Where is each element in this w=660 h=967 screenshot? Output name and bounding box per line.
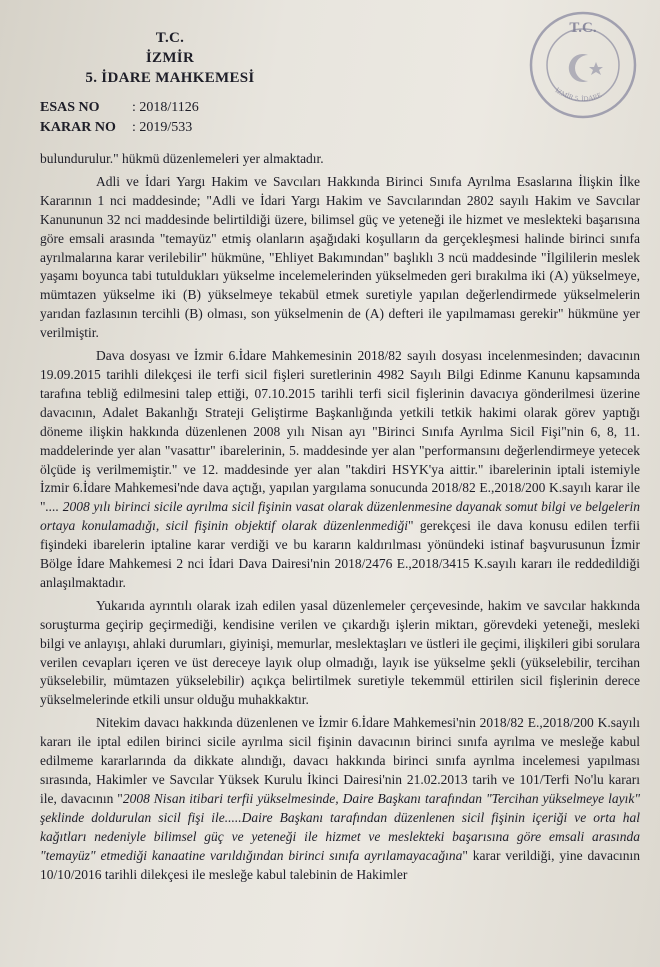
decision-body [40, 150, 640, 888]
karar-row [40, 118, 199, 138]
paragraph: Adli ve İdari Yargı Hakim ve Savcıları Hakkında Birinci Sınıfa Ayrılma Esaslarına İlişkin İlke Kararının 1 nci maddesinde; "Adli ve İdari Yargı Hakim ve Savcılarından 2802 sayılı Hakim ve Savcılar Kanununun 32 nci maddesinde belirtildiği üzere, bilimsel güç ve yeteneği ile hizmet ve meslekteki başarısına göre emsali arasında "temayüz" etmiş olanların aşağıdaki koşulların da gerçekleşmesi halinde birinci sınıfa ayrılmalarına karar verilebilir" hükmüne, "Ehliyet Bakımından" başlıklı 3 ncü maddesinde "İlgililerin meslek yaşamı boyunca tabi tutuldukları yükselme incelemelerinden yükselmeden geri bırakılma iki (A) yükselmeye, mümtazen yükselme iki (B) yükselmeye tekabül etmek suretiyle yapılan değerlendirmede yükselmelerin yarıdan fazlasının tercihli (B) olması, son yükselmenin de (A) defteri ile yapılmaması gerekir" hükmüne yer verilmiştir. [40, 173, 640, 341]
quoted-italic-text: .... 2008 yılı birinci sicile ayrılma sicil fişinin vasat olarak düzenlenmesine dayanak somut bilgi ve belgelerin ortaya konulamadığı, sicil fişinin objektif olarak düzenlenmediği [40, 499, 640, 534]
paragraph [40, 347, 640, 593]
paragraph-text: " gerekçesi ile dava konusu edilen terfii fişindeki ibarelerin iptaline karar verdiği ve bu kararın kaldırılması yönündeki istinaf başvurusunun İzmir Bölge İdare Mahkemesi 2 nci İdari Dava Dairesi'nin 2018/2476 E.,2018/3415 K.sayılı kararı ile reddedildiği anlaşılmaktadır. [40, 518, 640, 590]
header-city: İZMİR [145, 50, 195, 66]
paragraph-text: Nitekim davacı hakkında düzenlenen ve İzmir 6.İdare Mahkemesi'nin 2018/82 E.,2018/200 K.sayılı kararı ile iptal edilen birinci sicile ayrılma sicil fişinin davacının birinci sınıfa ayrılma ve mesleğe kabul edilmeme kararlarında da dikkate alındığı, davacı hakkında birinci sınıfa ayrılma incelemesi yapılması sırasında, Hakimler ve Savcılar Yüksek Kurulu İkinci Dairesi'nin 21.02.2013 tarih ve 101/Terfi No'lu kararı ile, davacının " [40, 715, 640, 806]
header-tc: T.C. [155, 30, 185, 46]
svg-text:T.C.: T.C. [569, 20, 597, 36]
paragraph-text: " karar verildiği, yine davacının 10/10/2016 tarihli dilekçesi ile mesleğe kabul talebinin de Hakimler [40, 847, 641, 882]
esas-row [40, 98, 199, 118]
paragraph [40, 714, 640, 884]
karar-label: KARAR NO [40, 120, 116, 135]
paragraph-text: Dava dosyası ve İzmir 6.İdare Mahkemesinin 2018/82 sayılı dosyası incelenmesinden; davacının 19.09.2015 tarihli dilekçesi ile terfi sicil fişleri suretlerinin 4982 Sayılı Bilgi Edinme Kanunu kapsamında tarafına tebliğ edilmesini talep ettiği, 07.10.2015 tarihli terfi sicil fişlerinin davacıya gönderilmesi üzerine davacının, Adalet Bakanlığı Strateji Geliştirme Başkanlığında yetkili tetkik hakimi olarak görev yaptığı döneme ilişkin hakkında düzenlenen 2008 yılı Nisan ayı "Birinci Sınıfa Ayrılma Sicil Fişi"nin 6, 8, 11. maddelerinde yer alan "vasattır" ibarelerinin, 5. maddesinde yer alan "performansını değerlendirmeye yetecek ölçüde iş verilmemiştir." ve 12. maddesinde yer alan "takdiri HSYK'ya aittir." ibarelerinin iptali istemiyle İzmir 6.İdare Mahkemesi'nde dava açtığı, yapılan yargılama sonucunda 2018/82 E.,2018/200 K.sayılı karar ile " [40, 348, 640, 515]
quoted-italic-text: 2008 Nisan itibari terfii yükselmesinde, Daire Başkanı tarafından "Tercihan yükselmeye layık" şeklinde doldurulan sicil fişi ile.....Daire Başkanı tarafından düzenlenen sicil fişinin içeriği ve orta hal kağıtları nedeniyle bilimsel güç ve yeteneği ile hizmet ve meslekteki başarısına göre emsali arasında "temayüz" etmediği kanaatine varıldığından birinci sınıfa ayrılamayacağına [40, 790, 641, 863]
court-seal-stamp [528, 10, 638, 120]
paragraph: Yukarıda ayrıntılı olarak izah edilen yasal düzenlemeler çerçevesinde, hakim ve savcılar hakkında soruşturma geçirip geçirmediği, kendisine verilen ve çıkardığı işlerin miktarı, görevdeki yeteneği, mesleki bilgi ve anlayışı, ahlaki durumları, giyinişi, memurlar, meslektaşları ve üstleri ile geçimi, ilişkileri gibi sorulara verilen cevapları içeren ve üst dereceye layık olup olmadığı, layık ise yükselme şekli (yükselebilir, tercihan yükselebilir, mümtazen yükselebilir) açıkça belirtilmek suretiyle tekemmül ettirilen sicil fişlerinin derece yükselmelerinde etkili unsur olduğu muhakkaktır. [40, 597, 640, 708]
esas-value: : 2018/1126 [132, 100, 199, 115]
court-header [40, 28, 300, 88]
esas-label: ESAS NO [40, 100, 100, 115]
case-numbers [40, 98, 199, 138]
header-court: 5. İDARE MAHKEMESİ [85, 70, 255, 86]
karar-value: : 2019/533 [132, 120, 193, 135]
svg-text:İZMİR 5. İDARE: İZMİR 5. İDARE [553, 86, 603, 104]
paragraph: bulundurulur." hükmü düzenlemeleri yer almaktadır. [40, 151, 324, 166]
